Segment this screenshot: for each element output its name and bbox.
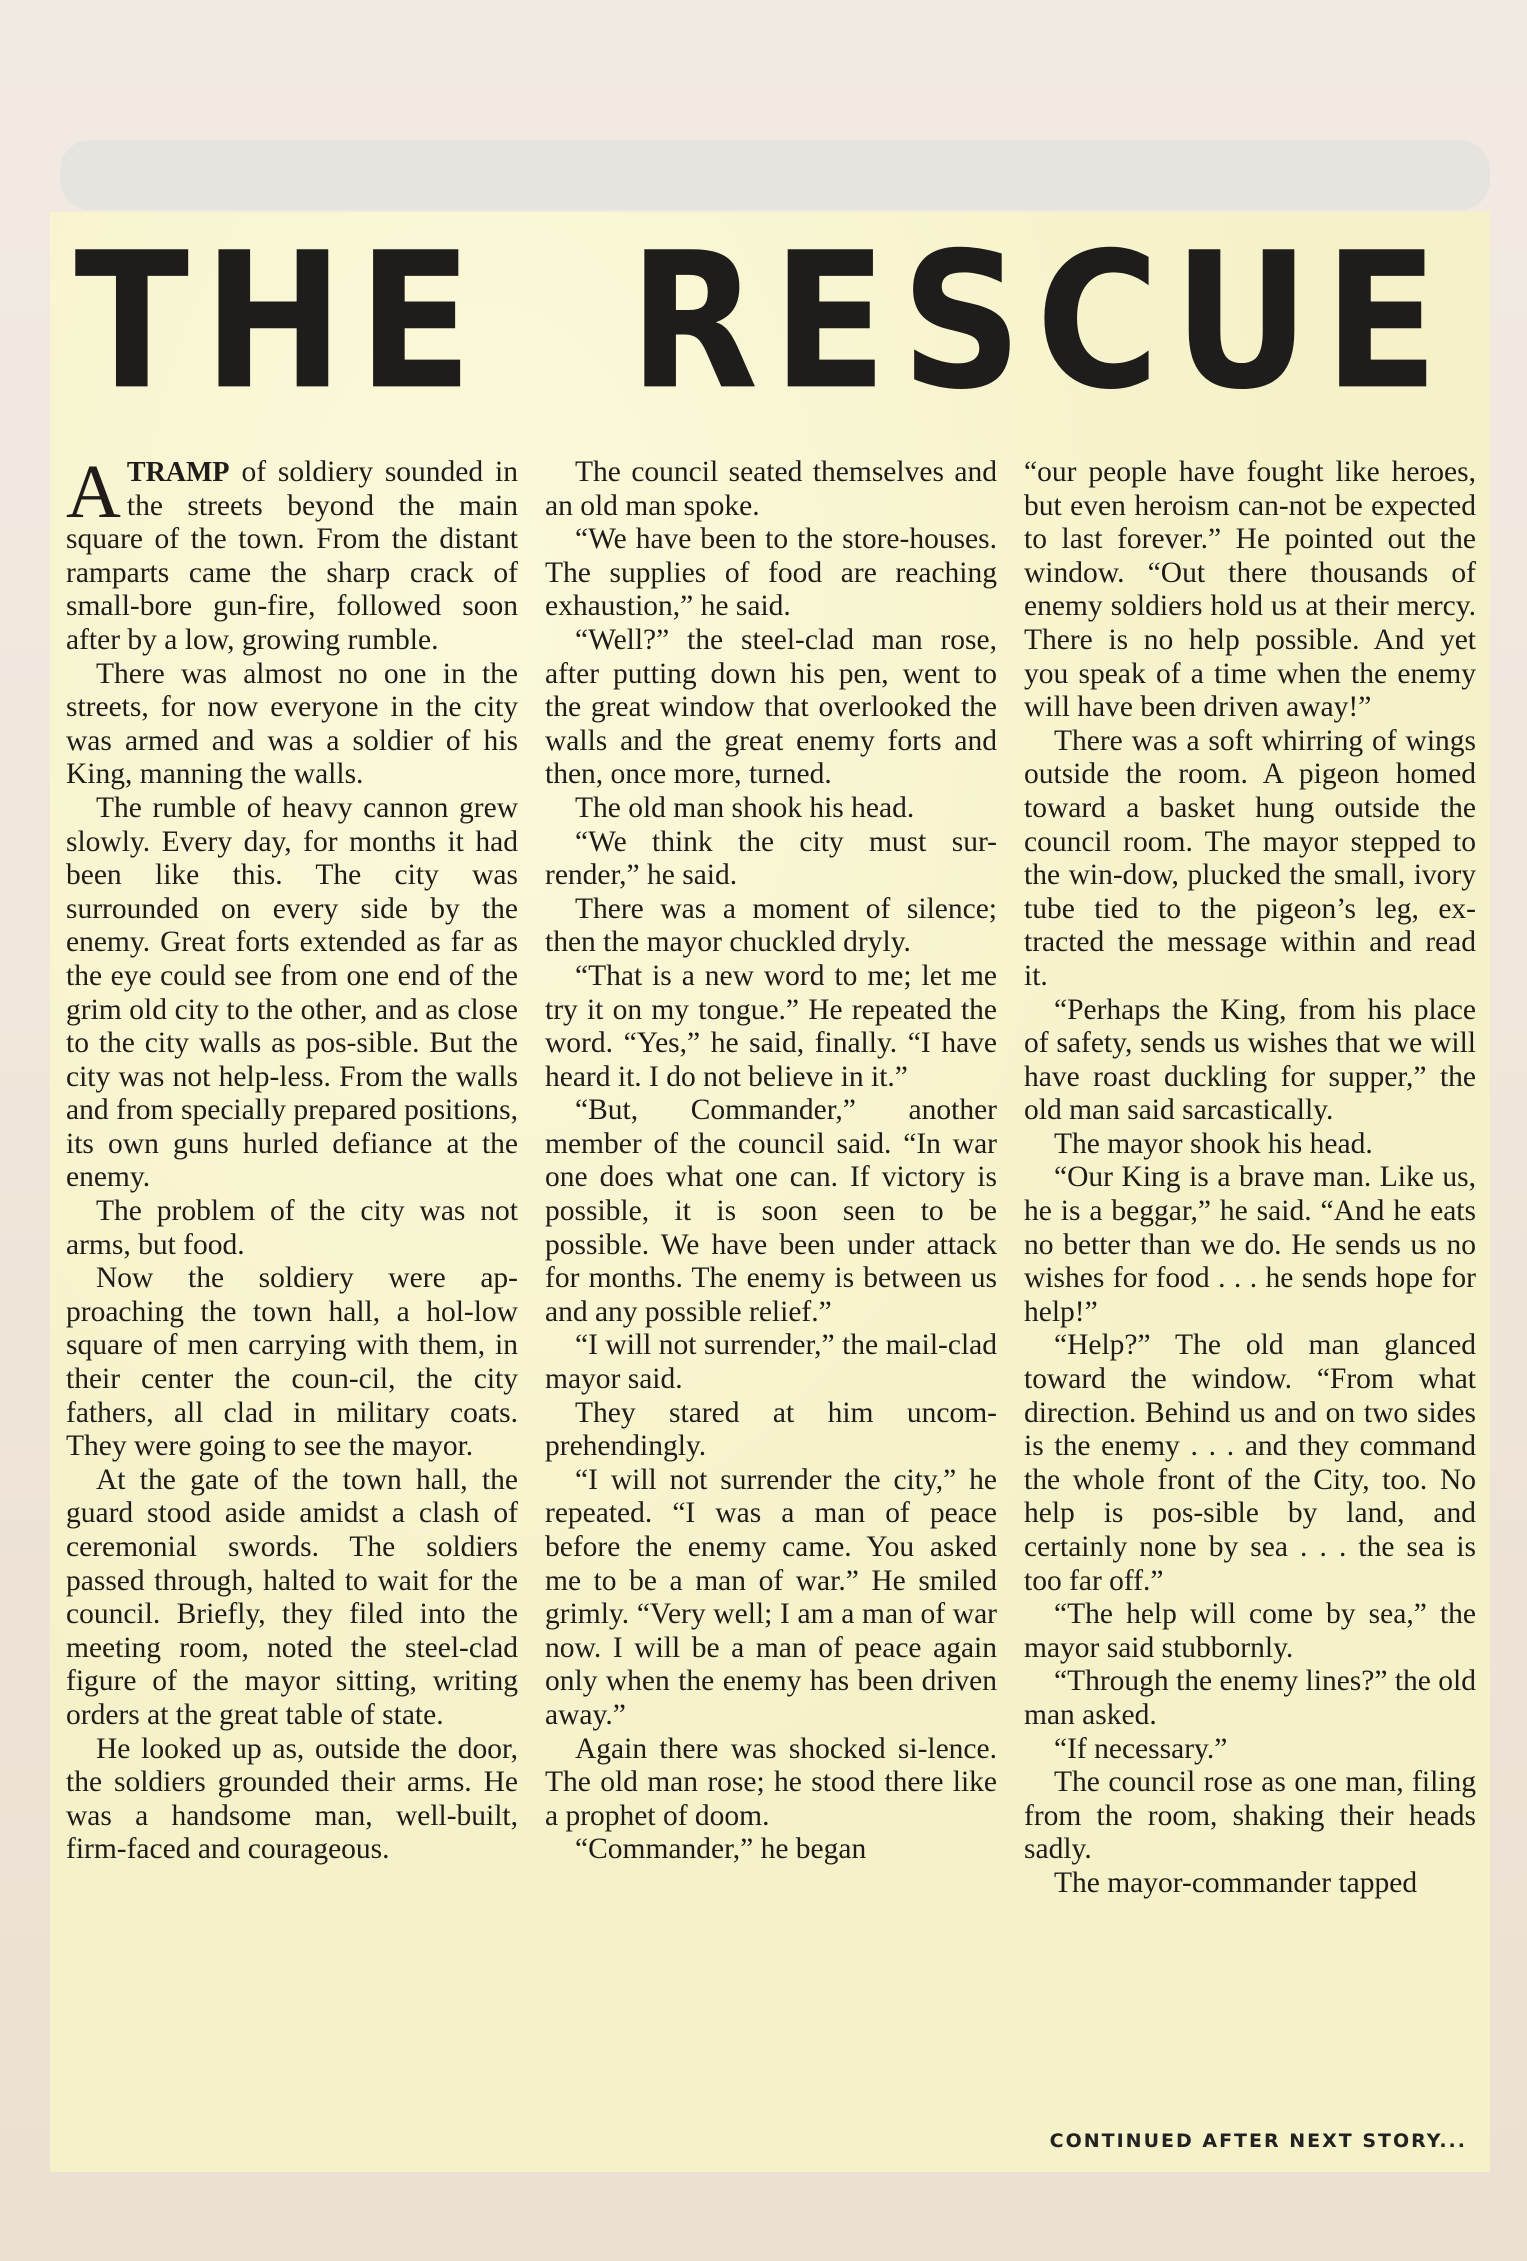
paragraph (66, 1733, 518, 1867)
paragraph (1024, 1733, 1476, 1767)
paragraph-text: “Perhaps the King, from his place of safety, sends us wishes that we will have roast duckling for supper,” the old man said sarcastically. (1024, 993, 1476, 1127)
paragraph (1024, 1329, 1476, 1598)
paragraph (1024, 725, 1476, 994)
paragraph (545, 523, 997, 624)
paragraph (545, 1329, 997, 1396)
bleed-through-band (60, 140, 1490, 210)
paragraph (545, 893, 997, 960)
paragraph (545, 624, 997, 792)
paragraph-text: The mayor shook his head. (1054, 1127, 1373, 1160)
paragraph-text: “Help?” The old man glanced toward the window. “From what direction. Behind us and on two sides is the enemy . . . and they command the whole front of the City, too. No help is pos-sible by land, and certainly none by sea . . . the sea is too far off.” (1024, 1329, 1476, 1597)
paragraph (1024, 1161, 1476, 1329)
paragraph-text: The council rose as one man, filing from the room, shaking their heads sadly. (1024, 1766, 1476, 1866)
paragraph-text: Now the soldiery were ap-proaching the town hall, a hol-low square of men carrying with them, in their center the coun-cil, the city fathers, all clad in military coats. They were going to see the mayor. (66, 1262, 518, 1463)
paragraph-text: The rumble of heavy cannon grew slowly. Every day, for months it had been like this. The city was surrounded on every side by the enemy. Great forts extended as far as the eye could see from one end of the grim old city to the other, and as close to the city walls as pos-sible. But the city was not help-less. From the walls and from specially prepared positions, its own guns hurled defiance at the enemy. (66, 791, 518, 1194)
paragraph (1024, 456, 1476, 725)
paragraph-text: “I will not surrender the city,” he repeated. “I was a man of peace before the enemy came. You asked me to be a man of war.” He smiled grimly. “Very well; I am a man of war now. I will be a man of peace again only when the enemy has been driven away.” (545, 1463, 997, 1731)
paragraph-text: He looked up as, outside the door, the soldiers grounded their arms. He was a handsome man, well-built, firm-faced and courageous. (66, 1732, 518, 1866)
paragraph-text: of soldiery sounded in the streets beyond the main square of the town. From the distant ramparts came the sharp crack of small-bore gun-fire, followed soon after by a low, growing rumble. (66, 456, 518, 656)
paragraph (545, 792, 997, 826)
paragraph-text: “Our King is a brave man. Like us, he is a beggar,” he said. “And he eats no better than we do. He sends us no wishes for food . . . he sends hope for help!” (1024, 1161, 1476, 1328)
paragraph-text: There was a moment of silence; then the mayor chuckled dryly. (545, 892, 997, 959)
paragraph (545, 960, 997, 1094)
column-2 (545, 456, 997, 1901)
paragraph-text: The council seated themselves and an old man spoke. (545, 456, 997, 522)
paragraph (66, 792, 518, 1195)
paragraph (545, 1464, 997, 1733)
story-title: THE RESCUE (74, 211, 1453, 432)
paragraph-text: “If necessary.” (1054, 1732, 1228, 1765)
column-3 (1024, 456, 1476, 1901)
drop-cap: A (66, 450, 121, 534)
paragraph-text: “We have been to the store-houses. The supplies of food are reaching exhaustion,” he said. (545, 523, 997, 623)
paragraph (1024, 1665, 1476, 1732)
paragraph (66, 658, 518, 792)
paragraph (545, 1094, 997, 1329)
paragraph (1024, 1867, 1476, 1901)
paragraph (545, 456, 997, 523)
paragraph-text: There was almost no one in the streets, for now everyone in the city was armed and was a soldier of his King, manning the walls. (66, 657, 518, 791)
paragraph-text: At the gate of the town hall, the guard stood aside amidst a clash of ceremonial swords. The soldiers passed through, halted to wait for the council. Briefly, they filed into the meeting room, noted the steel-clad figure of the mayor sitting, writing orders at the great table of state. (66, 1463, 518, 1731)
paragraph-text: They stared at him uncom-prehendingly. (545, 1396, 997, 1463)
paragraph (66, 1464, 518, 1733)
paragraph-text: “That is a new word to me; let me try it on my tongue.” He repeated the word. “Yes,” he said, finally. “I have heard it. I do not believe in it.” (545, 959, 997, 1093)
paragraph-text: The mayor-commander tapped (1054, 1866, 1418, 1899)
paragraph-text: There was a soft whirring of wings outside the room. A pigeon homed toward a basket hung outside the council room. The mayor stepped to the win-dow, plucked the small, ivory tube tied to the pigeon’s leg, ex-tracted the message within and read it. (1024, 724, 1476, 992)
paragraph (1024, 994, 1476, 1128)
paragraph (1024, 1128, 1476, 1162)
continued-notice: CONTINUED AFTER NEXT STORY... (1049, 2130, 1467, 2152)
paragraph (1024, 1766, 1476, 1867)
paragraph (545, 1833, 997, 1867)
story-columns (66, 450, 1476, 1901)
paragraph-text: “We think the city must sur-render,” he said. (545, 825, 997, 892)
paragraph-text: The old man shook his head. (575, 791, 915, 824)
lead-word: TRAMP (126, 457, 230, 488)
paragraph (66, 1195, 518, 1262)
paragraph-text: “Well?” the steel-clad man rose, after putting down his pen, went to the great window that overlooked the walls and the great enemy forts and then, once more, turned. (545, 623, 997, 791)
paragraph-text: “our people have fought like heroes, but even heroism can-not be expected to last forever.” He pointed out the window. “Out there thousands of enemy soldiers hold us at their mercy. There is no help possible. And yet you speak of a time when the enemy will have been driven away!” (1024, 456, 1476, 724)
paragraph-text: “Commander,” he began (575, 1833, 867, 1866)
paragraph-text: Again there was shocked si-lence. The old man rose; he stood there like a prophet of doom. (545, 1732, 997, 1832)
paragraph (545, 826, 997, 893)
paragraph (1024, 1598, 1476, 1665)
paragraph-text: “But, Commander,” another member of the council said. “In war one does what one can. If victory is possible, it is soon seen to be possible. We have been under attack for months. The enemy is between us and any possible relief.” (545, 1094, 997, 1328)
column-1 (66, 450, 518, 1901)
paragraph (545, 1733, 997, 1834)
paragraph (545, 1397, 997, 1464)
paragraph-text: The problem of the city was not arms, but food. (66, 1195, 518, 1261)
paragraph (66, 1262, 518, 1464)
paragraph-text: “The help will come by sea,” the mayor said stubbornly. (1024, 1598, 1476, 1664)
paragraph (66, 450, 518, 658)
paragraph-text: “Through the enemy lines?” the old man asked. (1024, 1665, 1476, 1731)
paragraph-text: “I will not surrender,” the mail-clad mayor said. (545, 1329, 997, 1396)
